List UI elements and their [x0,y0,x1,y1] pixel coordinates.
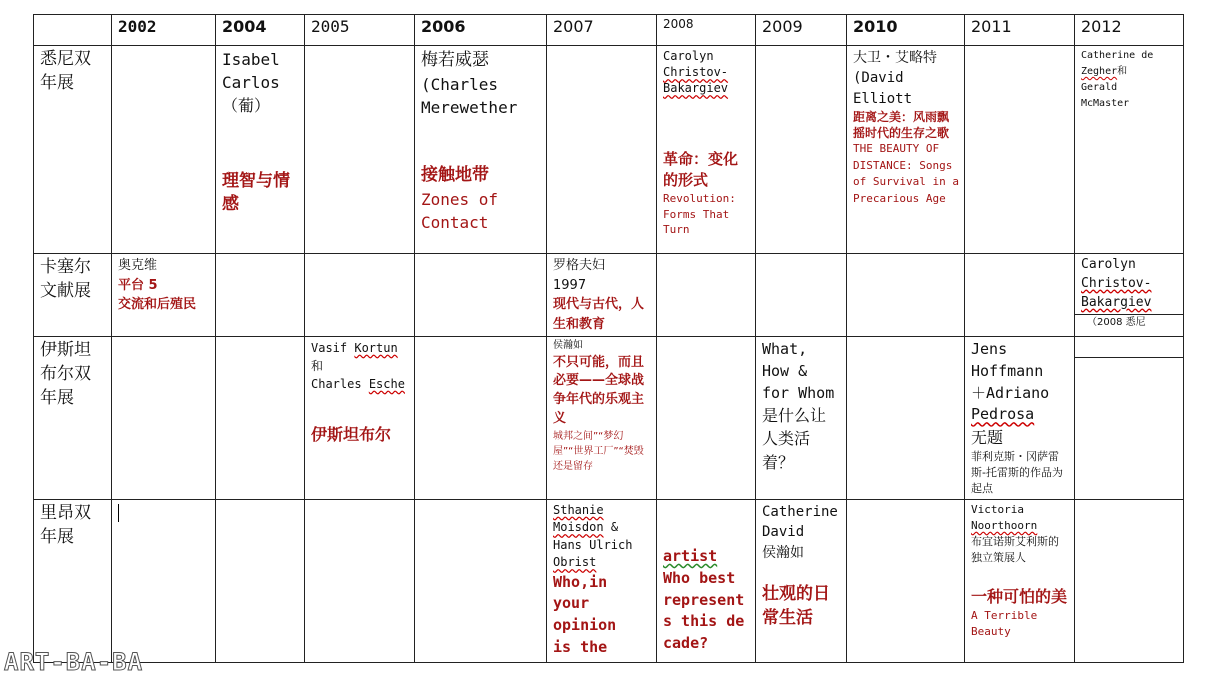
curator-name: Noorthoorn [971,518,1038,532]
cell-lyon-2010 [847,500,965,663]
curator-name: Bakargiev [663,81,729,96]
curator-note: 布宜诺斯艾利斯的独立策展人 [971,534,1059,564]
cell-istanbul-2006 [415,337,547,500]
cell-istanbul-2004 [216,337,305,500]
istanbul-row [34,337,1184,500]
curator-name: Carolyn [663,49,714,63]
cell-istanbul-2008 [657,337,756,500]
curator-name: 大卫・艾略特 [853,50,937,66]
header-corner [34,15,112,46]
edition-year: 1997 [553,277,587,293]
exhibition-title-en: A Terrible Beauty [971,609,1038,639]
cell-kassel-2005 [305,254,415,337]
curator-name: Sthanie [553,503,604,517]
cell-kassel-2007 [547,254,657,337]
row-label-lyon: 里昂双年展 [34,500,112,663]
exhibition-title-cn: 是什么让人类活着？ [762,406,827,472]
cell-sydney-2002 [112,46,216,254]
exhibition-title-en: What, [762,340,808,358]
curator-name: (David [853,70,904,87]
curator-name: Catherine de [1081,50,1154,61]
conjunction: 和 [1117,66,1128,77]
year-2012: 2012 [1075,15,1184,46]
year-2004: 2004 [216,15,305,46]
exhibition-title: 不只可能，而且必要——全球战争年代的乐观主义 [553,354,645,427]
cell-sydney-2005 [305,46,415,254]
curator-name: Carolyn [1081,257,1136,272]
curator-name: Christov- [1081,275,1152,291]
row-label-sydney: 悉尼双年展 [34,46,112,254]
exhibition-title: 无题 [971,428,1004,447]
exhibition-title-word: artist [663,547,718,565]
exhibition-subtitle: 城邦之间”“梦幻屋”“世界工厂”“焚毁还是留存 [553,430,644,472]
curator-name: Isabel [222,50,280,69]
exhibition-title: 交流和后殖民 [118,297,197,312]
curator-name: Hoffmann [971,361,1044,380]
exhibition-title: 理智与情感 [222,170,290,215]
biennale-table [33,14,1184,663]
curator-name: 梅若威瑟 [421,50,489,70]
cell-divider [1075,314,1183,315]
cell-sydney-2008 [657,46,756,254]
cell-lyon-2012 [1075,500,1184,663]
exhibition-title-cn: 革命：变化的形式 [663,149,739,189]
curator-name: Merewether [421,97,518,117]
cell-kassel-2002 [112,254,216,337]
curator-name: 侯瀚如 [553,340,583,351]
year-2006: 2006 [415,15,547,46]
exhibition-title: 现代与古代，人生和教育 [553,297,645,332]
header-row [34,15,1184,46]
curator-name: Elliott [853,90,913,107]
exhibition-title-en: THE BEAUTY OF DISTANCE: Songs of Survival in a Precarious Age [853,142,959,205]
ampersand: & [610,520,619,535]
exhibition-title-en: for Whom [762,383,835,402]
exhibition-title: 平台 5 [118,277,158,293]
curator-name: Carlos [222,73,280,93]
cell-kassel-2009 [756,254,847,337]
cell-sydney-2011 [965,46,1075,254]
curator-name: Bakargiev [1081,294,1152,310]
watermark: ART-BA-BA [4,648,144,676]
cell-istanbul-2011 [965,337,1075,500]
cell-kassel-2011 [965,254,1075,337]
curator-name: Pedrosa [971,405,1035,424]
year-2009: 2009 [756,15,847,46]
curator-nationality: （葡） [222,96,271,116]
year-2005: 2005 [305,15,415,46]
kassel-row [34,254,1184,337]
cell-kassel-2012 [1075,254,1184,337]
lyon-row [34,500,1184,663]
row-label-istanbul: 伊斯坦布尔双年展 [34,337,112,500]
cell-lyon-2005 [305,500,415,663]
curator-name: (Charles [421,74,499,94]
year-2007: 2007 [547,15,657,46]
cell-lyon-2004 [216,500,305,663]
curator-name: Christov- [663,65,729,80]
curator-name: Moisdon [553,520,604,535]
curator-name: Catherine [762,504,838,520]
exhibition-title-en: Zones of [421,189,499,209]
exhibition-note: 菲利克斯・冈萨雷斯-托雷斯的作品为起点 [971,450,1063,496]
cell-divider [1075,357,1183,358]
curator-name: ＋Adriano [971,383,1050,402]
cell-sydney-2009 [756,46,847,254]
exhibition-title: Who,in your opinion is the [553,572,617,656]
cell-kassel-2008 [657,254,756,337]
cell-istanbul-2007 [547,337,657,500]
curator-name: Kortun [354,341,398,355]
cell-kassel-2010 [847,254,965,337]
curator-name: Obrist [553,555,597,570]
cell-kassel-2004 [216,254,305,337]
exhibition-title-en: How & [762,361,808,380]
year-2008: 2008 [657,15,756,46]
curator-name: 侯瀚如 [762,544,804,561]
cell-kassel-2006 [415,254,547,337]
cell-lyon-2006 [415,500,547,663]
cell-sydney-2006 [415,46,547,254]
exhibition-title: 伊斯坦布尔 [311,425,392,444]
cell-lyon-2007 [547,500,657,663]
conjunction: 和 [311,359,324,373]
cell-sydney-2012 [1075,46,1184,254]
row-label-kassel: 卡塞尔文献展 [34,254,112,337]
curator-name: Jens [971,340,1008,358]
cell-istanbul-2009 [756,337,847,500]
exhibition-title-en: Revolution: Forms That Turn [663,191,736,237]
curator-name: McMaster [1081,98,1130,109]
sydney-row [34,46,1184,254]
cell-sydney-2010 [847,46,965,254]
cell-istanbul-2010 [847,337,965,500]
exhibition-title: Who best represents this decade? [663,568,745,652]
text-cursor[interactable] [118,504,119,522]
cell-sydney-2007 [547,46,657,254]
year-2011: 2011 [965,15,1075,46]
curator-name: Gerald [1081,82,1118,93]
exhibition-title-cn: 一种可怕的美 [971,586,1068,606]
curator-name: Esche [368,377,405,391]
cell-lyon-2002 [112,500,216,663]
exhibition-title-en: Contact [421,212,489,232]
curator-name: David [762,524,805,541]
cell-lyon-2011 [965,500,1075,663]
cell-istanbul-2005 [305,337,415,500]
curator-name: Victoria [971,503,1024,516]
cell-lyon-2008 [657,500,756,663]
cell-istanbul-2012 [1075,337,1184,500]
cell-sydney-2004 [216,46,305,254]
curator-name: Vasif [311,341,348,355]
cell-lyon-2009 [756,500,847,663]
exhibition-title-cn: 接触地带 [421,165,489,186]
curator-name: 罗格夫妇 [553,258,606,273]
cell-istanbul-2002 [112,337,216,500]
curator-name: Zegher [1081,66,1118,77]
curator-name: Hans Ulrich [553,537,633,552]
exhibition-title: 壮观的日常生活 [762,583,830,628]
cell-note: （2008 悉尼 [1087,316,1146,328]
year-2002: 2002 [112,15,216,46]
year-2010: 2010 [847,15,965,46]
curator-name: Charles [311,377,362,391]
exhibition-title-cn: 距离之美：风雨飘摇时代的生存之歌 [853,109,950,141]
curator-name: 奥克维 [118,258,158,273]
